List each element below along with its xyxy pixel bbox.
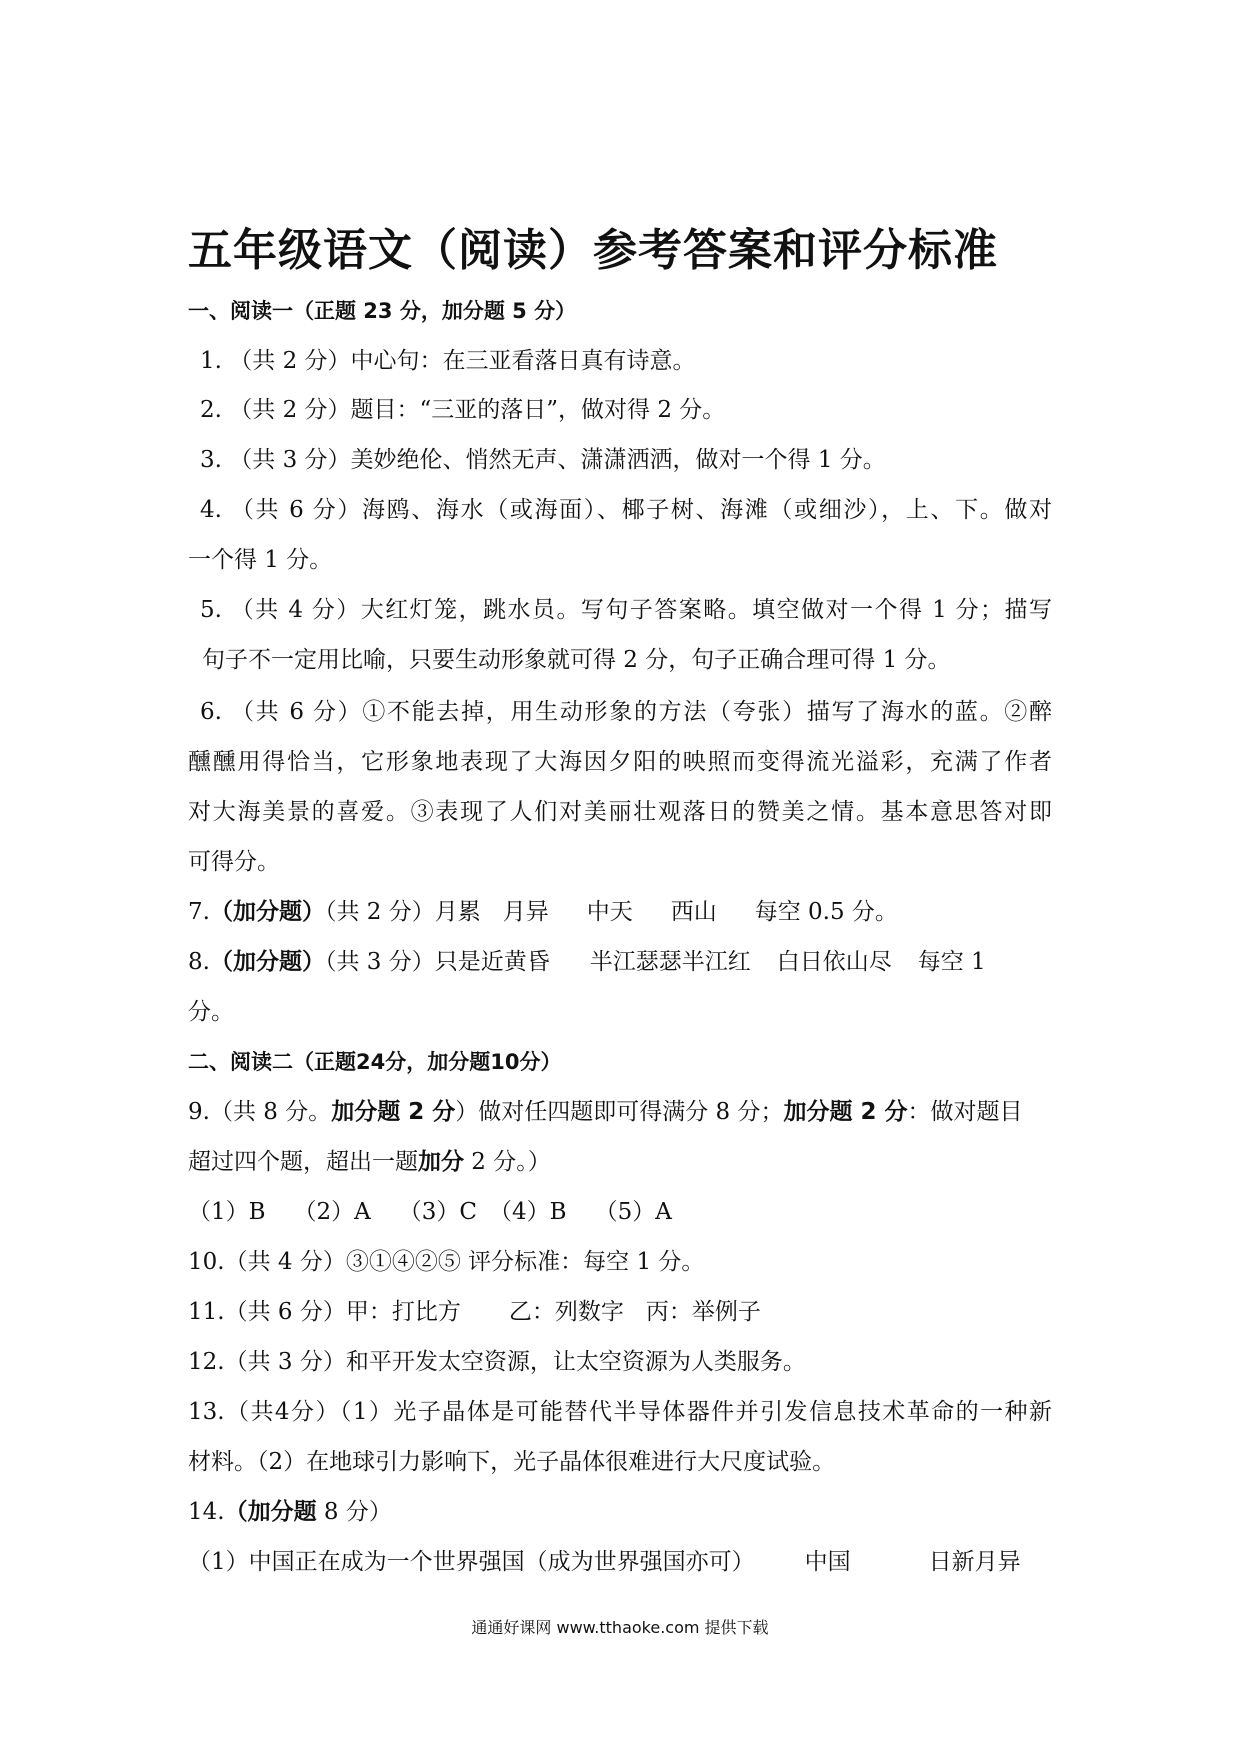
bonus-tag: （加分题 <box>224 1499 317 1525</box>
answer-14 <box>188 1497 392 1527</box>
answer-11-text: 乙：列数字 <box>508 1299 624 1325</box>
answer-8-blank-2: 半江瑟瑟半江红 <box>589 949 751 975</box>
answer-5-line-1: 5. （共 4 分）大红灯笼，跳水员。写句子答案略。填空做对一个得 1 分；描写 <box>200 597 1052 623</box>
answer-8-line-1 <box>188 947 986 977</box>
answer-6-line-4: 可得分。 <box>188 849 280 875</box>
answer-13-line-2: 材料。（2）在地球引力影响下，光子晶体很难进行大尺度试验。 <box>188 1449 836 1475</box>
choice-item: （4）B <box>489 1199 567 1225</box>
answer-9-choices <box>188 1197 672 1227</box>
answer-7-blank-4: 西山 <box>670 899 717 925</box>
answer-10: 10.（共 4 分）③①④②⑤ 评分标准：每空 1 分。 <box>188 1249 705 1275</box>
answer-14-text: （1）中国正在成为一个世界强国（成为世界强国亦可） <box>188 1549 755 1575</box>
answer-13-line-1: 13.（共4分）（1）光子晶体是可能替代半导体器件并引发信息技术革命的一种新 <box>188 1399 1052 1425</box>
answer-7-blank-2: 月异 <box>502 899 549 925</box>
answer-8-blank-3: 白日依山尽 <box>776 949 892 975</box>
answer-9-text: ：做对题目 <box>907 1099 1023 1125</box>
answer-2: 2. （共 2 分）题目：“三亚的落日”，做对得 2 分。 <box>200 397 726 423</box>
page-footer: 通通好课网 www.tthaoke.com 提供下载 <box>471 1618 769 1637</box>
choice-item: （1）B <box>188 1199 266 1225</box>
answer-7-blank-1: 月累 <box>434 899 481 925</box>
choice-item: （2）A <box>293 1199 371 1225</box>
answer-7-blank-3: 中天 <box>586 899 633 925</box>
answer-7-number: 7. <box>188 899 210 925</box>
answer-9-text: ）做对任四题即可得满分 8 分； <box>455 1099 784 1125</box>
answer-14-score: 8 分） <box>316 1499 392 1525</box>
answer-1: 1. （共 2 分）中心句：在三亚看落日真有诗意。 <box>200 348 696 374</box>
answer-5-line-2: 句子不一定用比喻，只要生动形象就可得 2 分，句子正确合理可得 1 分。 <box>202 647 951 673</box>
bonus-tag: 加分 <box>418 1149 464 1175</box>
answer-11 <box>188 1297 761 1327</box>
answer-6-line-1: 6. （共 6 分）①不能去掉，用生动形象的方法（夸张）描写了海水的蓝。②醉 <box>200 699 1052 725</box>
answer-9-line-2 <box>188 1147 551 1177</box>
answer-3: 3. （共 3 分）美妙绝伦、悄然无声、潇潇洒洒，做对一个得 1 分。 <box>200 447 886 473</box>
answer-8-line-2: 分。 <box>188 999 234 1025</box>
bonus-tag: 加分题 2 分 <box>783 1099 908 1125</box>
choice-item: （5）A <box>594 1199 672 1225</box>
bonus-tag: 加分题 2 分 <box>331 1099 456 1125</box>
section-heading-reading-two: 二、阅读二（正题24分，加分题10分） <box>188 1050 562 1074</box>
answer-7-note: 每空 0.5 分。 <box>754 899 898 925</box>
answer-4-line-2: 一个得 1 分。 <box>188 547 333 573</box>
page-title: 五年级语文（阅读）参考答案和评分标准 <box>188 225 998 276</box>
bonus-tag: （加分题） <box>209 949 325 975</box>
answer-7-score: （共 2 分） <box>324 899 435 925</box>
answer-9-text: 9.（共 8 分。 <box>188 1099 332 1125</box>
answer-9-text: 超过四个题，超出一题 <box>188 1149 418 1175</box>
answer-9-text: 2 分。） <box>464 1149 551 1175</box>
answer-11-text: 11.（共 6 分）甲：打比方 <box>188 1299 461 1325</box>
answer-14-line-2 <box>188 1547 1021 1577</box>
answer-14-text: 中国 <box>804 1549 851 1575</box>
answer-8-number: 8. <box>188 949 210 975</box>
answer-12: 12.（共 3 分）和平开发太空资源，让太空资源为人类服务。 <box>188 1349 806 1375</box>
answer-6-line-3: 对大海美景的喜爱。③表现了人们对美丽壮观落日的赞美之情。基本意思答对即 <box>188 799 1052 825</box>
answer-4-line-1: 4. （共 6 分）海鸥、海水（或海面）、椰子树、海滩（或细沙），上、下。做对 <box>200 497 1052 523</box>
choice-item: （3）C <box>398 1199 478 1225</box>
answer-14-text: 日新月异 <box>928 1549 1021 1575</box>
answer-9-line-1 <box>188 1097 1023 1127</box>
bonus-tag: （加分题） <box>209 899 325 925</box>
answer-8-score: （共 3 分）只是近黄昏 <box>324 949 550 975</box>
answer-11-text: 丙：举例子 <box>645 1299 761 1325</box>
answer-7 <box>188 897 898 927</box>
section-heading-reading-one: 一、阅读一（正题 23 分，加分题 5 分） <box>188 299 577 323</box>
answer-8-note: 每空 1 <box>917 949 986 975</box>
answer-14-number: 14. <box>188 1499 225 1525</box>
answer-6-line-2: 醺醺用得恰当，它形象地表现了大海因夕阳的映照而变得流光溢彩，充满了作者 <box>188 749 1052 775</box>
